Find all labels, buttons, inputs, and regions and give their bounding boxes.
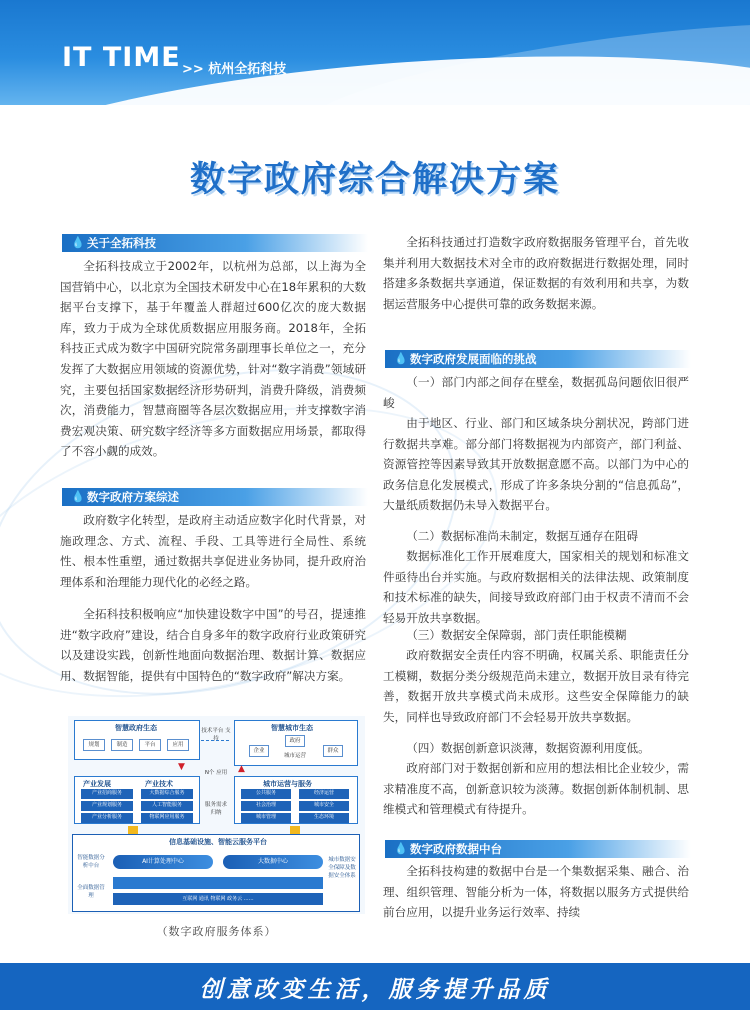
industry-box: [74, 776, 200, 824]
city-ops-label: 城市运营与服务: [263, 780, 312, 788]
section-heading-text: 数字政府数据中台: [410, 842, 502, 856]
gov-chip: 规划: [83, 739, 105, 751]
city-item: 城市管理: [241, 813, 291, 823]
section-heading-datacenter: [385, 840, 691, 858]
n-apps-label: N个 应用: [204, 770, 228, 776]
gov-eco-label: 智慧政府生态: [115, 724, 157, 732]
bottom-row: 互联网 通讯 物联网 政务云 ……: [113, 893, 323, 905]
tech-support-label: 技术平台 支持: [201, 728, 231, 742]
challenge-heading-3: （三）数据安全保障弱，部门责任职能模糊: [406, 628, 627, 642]
section-heading-text: 关于全拓科技: [87, 236, 156, 250]
brand-logo-text: IT TIME: [62, 42, 181, 73]
industry-dev-label: 产业发展: [83, 780, 111, 788]
big-data-pill: 大数据中心: [223, 855, 323, 869]
down-arrow-icon: ▼: [178, 762, 185, 772]
city-chip: 政府: [285, 735, 305, 747]
side-right-label: 城市数据安全保障及数据安全体系: [328, 857, 356, 879]
tech-item: 大数据综合服务: [141, 789, 193, 799]
infra-box: [72, 834, 360, 912]
city-chip: 企业: [249, 745, 269, 757]
gov-chip: 平台: [139, 739, 161, 751]
challenge-text-2: 数据标准化工作开展难度大，国家相关的规划和标准文件亟待出台并实施。与政府数据相关的法律法规、政策制度和技术标准的缺失，间接导致政府部门由于权责不清而不会轻易开放共享数据。: [383, 549, 689, 625]
gov-eco-box: [74, 720, 200, 760]
connector-icon: [290, 826, 300, 834]
drop-icon: 💧: [71, 490, 85, 503]
page-title: 数字政府综合解决方案: [189, 160, 560, 200]
overview-paragraph-2: 全拓科技积极响应“加快建设数字中国”的号召，提速推进“数字政府”建设，结合自身多年的数字政府行业政策研究以及建设实践，创新性地面向数据治理、数据计算、数据应用、数据智能，提供有中国特色的“数字政府”解决方案。: [60, 607, 366, 683]
overview-paragraph-1: 政府数字化转型，是政府主动适应数字化时代背景，对施政理念、方式、流程、手段、工具等进行全局性、系统性、根本性重塑，通过数据共享促进业务协同，提升政府治理体系和治理能力现代化的必经之路。: [60, 513, 366, 589]
section-heading-about: [62, 234, 368, 252]
footer-slogan: 创意改变生活，服务提升品质: [199, 977, 551, 1003]
arrow-line: [201, 740, 229, 741]
challenge-heading-4: （四）数据创新意识淡薄，数据资源利用度低。: [406, 741, 650, 755]
dev-item: 产业分析服务: [81, 813, 133, 823]
connector-icon: [128, 826, 138, 834]
footer-banner: [0, 963, 750, 1010]
section-heading-text: 数字政府方案综述: [87, 490, 179, 504]
side-left-label: 智能数据分析中台: [77, 855, 105, 869]
section-heading-challenges: [385, 350, 691, 368]
drop-icon: 💧: [394, 352, 408, 365]
challenge-text-1: 由于地区、行业、部门和区域条块分割状况，跨部门进行数据共享难。部分部门将数据视为内部资产，部门利益、资源管控等因素导致其开放数据意愿不高。以部门为中心的政务信息化发展模式，形成了许多条块分割的“信息孤岛”，大量纸质数据仍未导入数据平台。: [383, 416, 689, 513]
platform-paragraph: 全拓科技通过打造数字政府数据服务管理平台，首先收集并利用大数据技术对全市的政府数据进行数据处理，同时搭建多条数据共享通道，保证数据的有效利用和共享，为数据运营服务中心提供可靠的政务数据来源。: [383, 235, 689, 311]
challenge-heading-2: （二）数据标准尚未制定，数据互通存在阻碍: [406, 529, 639, 543]
company-name: >> 杭州全拓科技: [182, 62, 287, 77]
city-item: 经济运营: [299, 789, 349, 799]
dev-item: 产业规划服务: [81, 801, 133, 811]
network-bar: [113, 877, 323, 889]
ai-center-pill: AI计算处理中心: [113, 855, 213, 869]
infra-label: 信息基础设施、智能云服务平台: [169, 838, 267, 846]
city-eco-label: 智慧城市生态: [271, 724, 313, 732]
about-paragraph: 全拓科技成立于2002年，以杭州为总部，以上海为全国营销中心，以北京为全国技术研发中心在18年累积的大数据平台支撑下，基于年覆盖人群超过600亿次的庞大数据库，致力于成为全球优质数据应用服务商。2018年，全拓科技正式成为数字中国研究院常务副理事长单位之一，充分发挥了大数据应用领域的资源优势，针对“数字消费”领域研究，主要包括国家数据经济形势研判，消费升降级，消费频次，消费能力，智慧商圈等各层次数据应用，并支撑数字消费宏观决策、研究数字经济等多方面数据应用场景，都取得了不容小觑的成效。: [60, 259, 366, 459]
city-ops-chip: 城市运营: [283, 753, 306, 759]
service-demand-label: 服务需求 归纳: [204, 802, 227, 816]
city-eco-box: [234, 720, 358, 766]
gov-chip: 应用: [167, 739, 189, 751]
drop-icon: 💧: [394, 842, 408, 855]
challenge-heading-1: （一）部门内部之间存在壁垒，数据孤岛问题依旧很严峻: [383, 375, 689, 410]
city-ops-box: [234, 776, 358, 824]
drop-icon: 💧: [71, 236, 85, 249]
gov-chip: 制造: [111, 739, 133, 751]
tech-item: 人工智能服务: [141, 801, 193, 811]
diagram-caption: （数字政府服务体系）: [156, 925, 277, 938]
tech-item: 物联网应用服务: [141, 813, 193, 823]
section-heading-overview: [62, 488, 368, 506]
city-chip: 群众: [323, 745, 343, 757]
city-item: 公共服务: [241, 789, 291, 799]
city-item: 城市安全: [299, 801, 349, 811]
section-heading-text: 数字政府发展面临的挑战: [410, 352, 537, 366]
challenge-text-4: 政府部门对于数据创新和应用的想法相比企业较少，需求精准度不高，创新意识较为淡薄。数据创新体制机制、思维模式和管理模式有待提升。: [383, 761, 689, 817]
industry-tech-label: 产业技术: [145, 780, 173, 788]
challenge-text-3: 政府数据安全责任内容不明确，权属关系、职能责任分工模糊，数据分类分级规范尚未建立，数据开放目录有待完善，数据开放共享模式尚未成形。这些安全保障能力的缺失，同样也导致政府部门不会轻易开放共享数据。: [383, 648, 689, 724]
datacenter-paragraph: 全拓科技构建的数据中台是一个集数据采集、融合、治理、组织管理、智能分析为一体，将数据以服务方式提供给前台应用，以提升业务运行效率、持续: [383, 864, 689, 920]
dev-item: 产业招商服务: [81, 789, 133, 799]
side-left-label: 全面数据管理: [77, 885, 105, 899]
city-item: 生态环境: [299, 813, 349, 823]
service-system-diagram: [68, 716, 365, 914]
city-item: 社会治理: [241, 801, 291, 811]
up-arrow-icon: ▲: [238, 764, 245, 774]
